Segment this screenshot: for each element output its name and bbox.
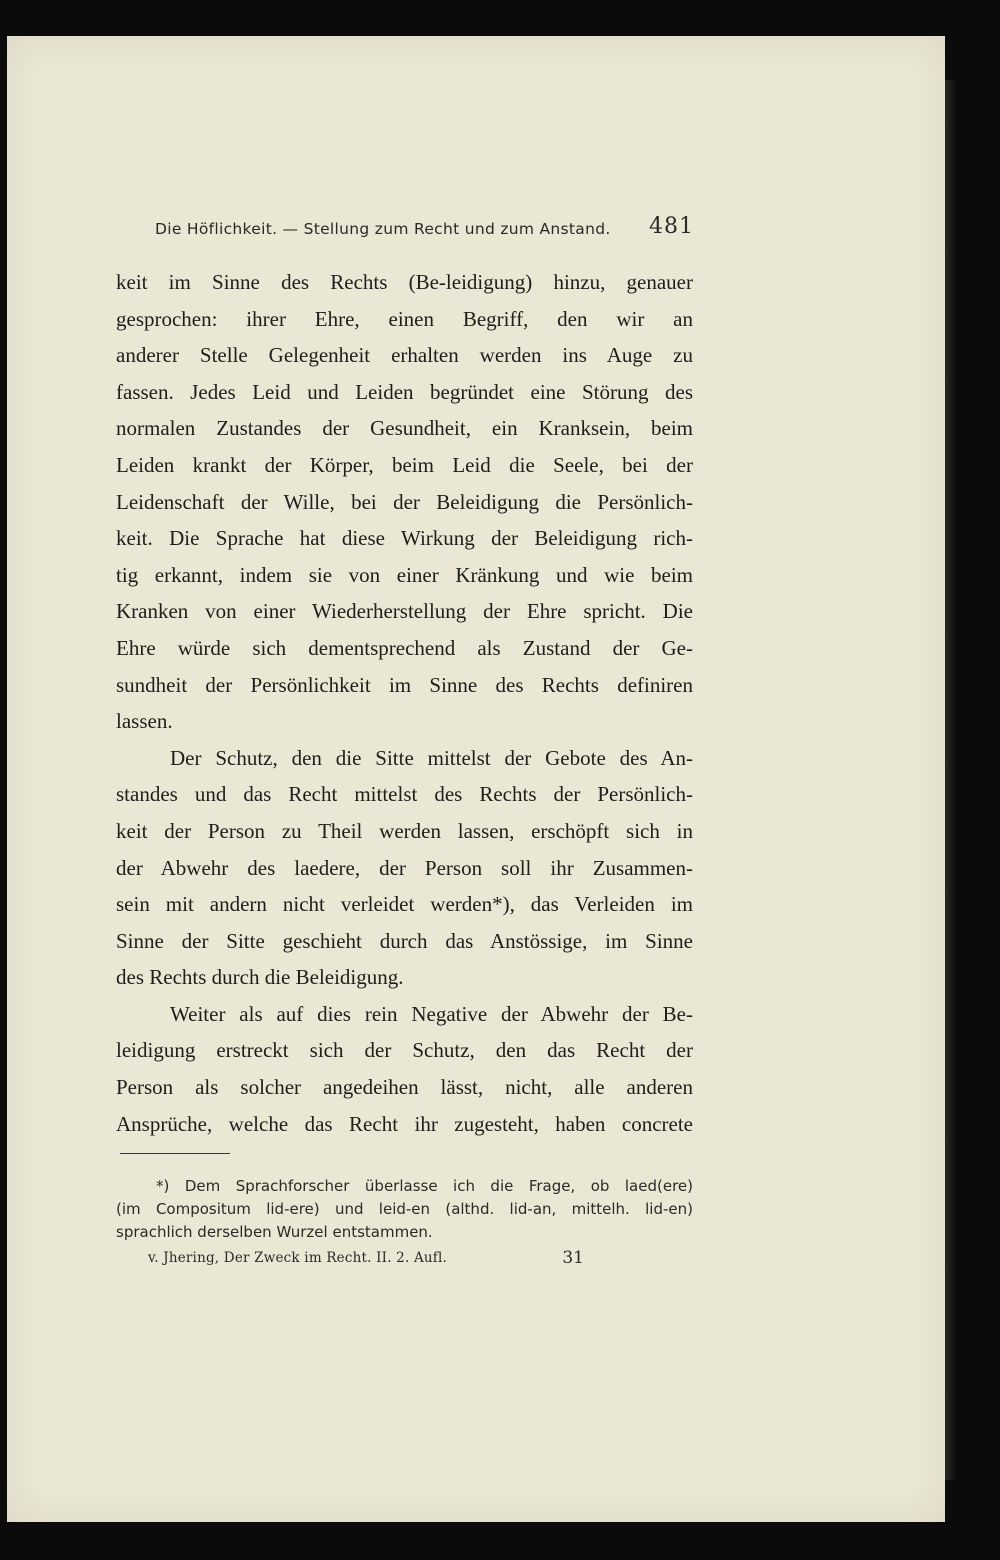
- signature-text: v. Jhering, Der Zweck im Recht. II. 2. Aufl.: [148, 1250, 448, 1266]
- body-line: leidigung erstreckt sich der Schutz, den das Recht der: [116, 1038, 693, 1063]
- body-line: tig erkannt, indem sie von einer Kränkung und wie beim: [116, 562, 693, 587]
- body-line: Person als solcher angedeihen lässt, nicht, alle anderen: [116, 1075, 693, 1100]
- body-line: keit im Sinne des Rechts (Be-leidigung) hinzu, genauer: [116, 270, 693, 294]
- body-line: der Abwehr des laedere, der Person soll ihr Zusammen-: [116, 855, 693, 880]
- body-line: Weiter als auf dies rein Negative der Abwehr der Be-: [170, 1001, 693, 1026]
- body-line: Kranken von einer Wiederherstellung der Ehre spricht. Die: [116, 599, 693, 624]
- footnote-rule: [120, 1153, 230, 1154]
- body-line: des Rechts durch die Beleidigung.: [116, 965, 404, 990]
- body-line: Leidenschaft der Wille, bei der Beleidigung die Persönlich-: [116, 489, 693, 514]
- body-line: gesprochen: ihrer Ehre, einen Begriff, den wir an: [116, 306, 693, 331]
- body-line: anderer Stelle Gelegenheit erhalten werden ins Auge zu: [116, 343, 693, 368]
- running-title: Die Höflichkeit. — Stellung zum Recht und zum Anstand.: [155, 220, 611, 238]
- footnote: [116, 1175, 693, 1243]
- body-line: keit. Die Sprache hat diese Wirkung der Beleidigung rich-: [116, 526, 693, 551]
- footnote-line: *) Dem Sprachforscher überlasse ich die Frage, ob laed(ere): [156, 1177, 693, 1195]
- body-line: standes und das Recht mittelst des Rechts der Persönlich-: [116, 782, 693, 807]
- body-line: sein mit andern nicht verleidet werden*), das Verleiden im: [116, 892, 693, 917]
- body-line: Sinne der Sitte geschieht durch das Anstössige, im Sinne: [116, 928, 693, 953]
- footnote-line: (im Compositum lid-ere) und leid-en (althd. lid-an, mittelh. lid-en): [116, 1199, 693, 1218]
- page-number: 481: [649, 214, 694, 239]
- signature-number: 31: [562, 1248, 584, 1268]
- body-line: fassen. Jedes Leid und Leiden begründet eine Störung des: [116, 379, 693, 404]
- printer-signature: [148, 1244, 584, 1274]
- footnote-line: sprachlich derselben Wurzel entstammen.: [116, 1222, 433, 1241]
- body-line: Ehre würde sich dementsprechend als Zustand der Ge-: [116, 635, 693, 660]
- body-line: Ansprüche, welche das Recht ihr zugesteht, haben concrete: [116, 1111, 693, 1136]
- running-head: [155, 214, 702, 246]
- body-line: Der Schutz, den die Sitte mittelst der Gebote des An-: [170, 745, 693, 770]
- page-edge: [945, 80, 957, 1480]
- body-line: lassen.: [116, 709, 173, 734]
- body-line: normalen Zustandes der Gesundheit, ein Kranksein, beim: [116, 416, 693, 441]
- body-line: Leiden krankt der Körper, beim Leid die Seele, bei der: [116, 452, 693, 477]
- body-text: [116, 264, 693, 1142]
- body-line: keit der Person zu Theil werden lassen, erschöpft sich in: [116, 818, 693, 843]
- body-line: sundheit der Persönlichkeit im Sinne des Rechts definiren: [116, 672, 693, 697]
